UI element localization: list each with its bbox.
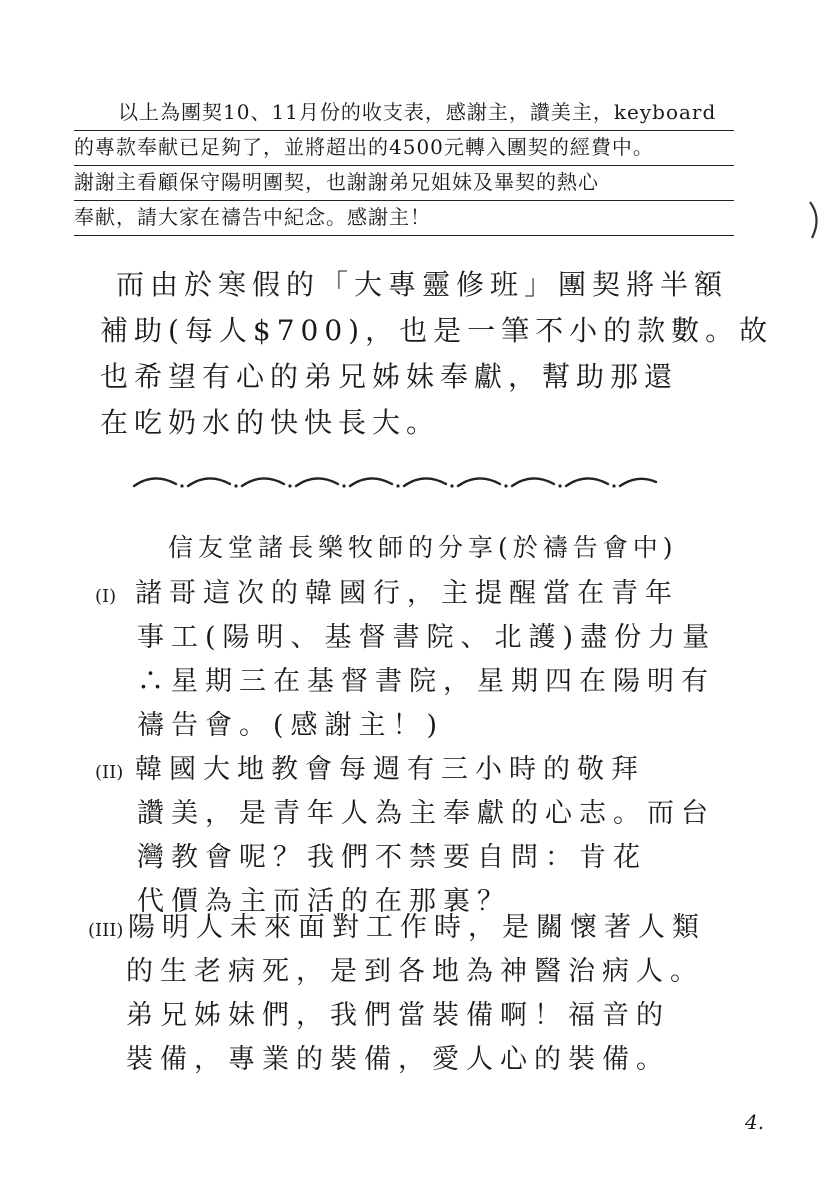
item-line: 禱告會。(感謝主！) [137,710,445,741]
item-number: (II) [95,762,124,783]
report-line: 的專款奉献已足夠了，並將超出的4500元轉入團契的經費中。 [74,131,734,166]
subsidy-paragraph [100,262,774,446]
sharing-title: 信友堂諸長樂牧師的分享(於禱告會中) [168,533,678,562]
item-line: 事工(陽明、基督書院、北護)盡份力量 [137,622,717,653]
wavy-divider [130,466,660,496]
sharing-item-3 [88,906,728,1082]
item-line: 弟兄姊妹們，我們當裝備啊！福音的 [126,1000,670,1031]
item-line: 代價為主而活的在那裏？ [137,886,511,917]
report-line: 以上為團契10、11月份的收支表，感謝主，讚美主，keyboard [74,96,734,131]
item-line: 韓國大地教會每週有三小時的敬拜 [135,754,645,785]
report-line: 奉献，請大家在禱告中紀念。感謝主！ [74,201,734,236]
item-line: 的生老病死，是到各地為神醫治病人。 [126,956,704,987]
item-line: 灣教會呢？我們不禁要自問：肯花 [137,842,647,873]
page-number: 4. [745,1110,765,1134]
item-number: (I) [95,586,117,607]
subsidy-line: 也希望有心的弟兄姊妹奉獻，幫助那還 [100,360,679,393]
offering-report-paragraph [74,96,734,236]
item-line: ∴星期三在基督書院，星期四在陽明有 [137,666,715,697]
subsidy-line: 在吃奶水的快快長大。 [100,406,441,439]
sharing-item-2 [95,748,735,924]
report-line: 謝謝主看顧保守陽明團契，也謝謝弟兄姐妹及畢契的熱心 [74,166,734,201]
subsidy-line: 而由於寒假的「大專靈修班」團契將半額 [116,268,729,301]
item-line: 裝備，專業的裝備，愛人心的裝備。 [126,1044,670,1075]
item-line: 陽明人未來面對工作時，是關懷著人類 [128,912,706,943]
item-number: (III) [88,920,124,941]
sharing-item-1 [95,572,735,748]
item-line: 讚美，是青年人為主奉獻的心志。而台 [137,798,715,829]
subsidy-line: 補助(每人$700)，也是一筆不小的款數。故 [100,314,774,347]
item-line: 諸哥這次的韓國行，主提醒當在青年 [135,578,679,609]
binding-mark-icon [806,200,826,240]
